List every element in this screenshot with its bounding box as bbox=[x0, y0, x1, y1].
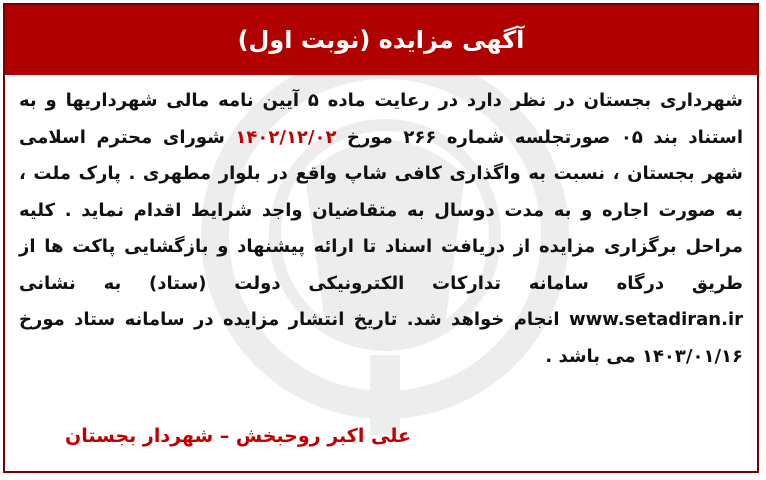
notice-body bbox=[19, 83, 743, 375]
body-text-segment: انجام خواهد شد. تاریخ انتشار مزایده در سامانه ستاد مورخ ۱۴۰۳/۰۱/۱۶ می باشد . bbox=[19, 309, 743, 367]
auction-notice bbox=[3, 3, 759, 473]
signature: علی اکبر روحبخش – شهردار بجستان bbox=[65, 425, 411, 447]
website-address: www.setadiran.ir bbox=[568, 309, 743, 330]
title-bar bbox=[5, 5, 757, 75]
notice-title: آگهی مزایده (نوبت اول) bbox=[237, 26, 525, 54]
body-text-segment: شورای محترم اسلامی شهر بجستان ، نسبت به واگذاری کافی شاپ واقع در بلوار مطهری . پارک ملت ، به صورت اجاره و به مدت دوسال به متقاضیان واجد شرایط اقدام نماید . کلیه مراحل برگزاری مزایده از دریافت اسناد تا ارائه پیشنهاد و بازگشایی پاکت ها از طریق درگاه سامانه تدارکات الکترونیکی دولت (ستاد) به نشانی bbox=[19, 126, 743, 294]
meeting-date-highlight: ۱۴۰۲/۱۲/۰۲ bbox=[235, 126, 337, 148]
body-text-segment: شهرداری بجستان در نظر دارد در رعایت ماده ۵ آیین نامه مالی شهرداریها و به استناد بند ۰۵ صورتجلسه شماره ۲۶۶ مورخ bbox=[19, 90, 743, 148]
